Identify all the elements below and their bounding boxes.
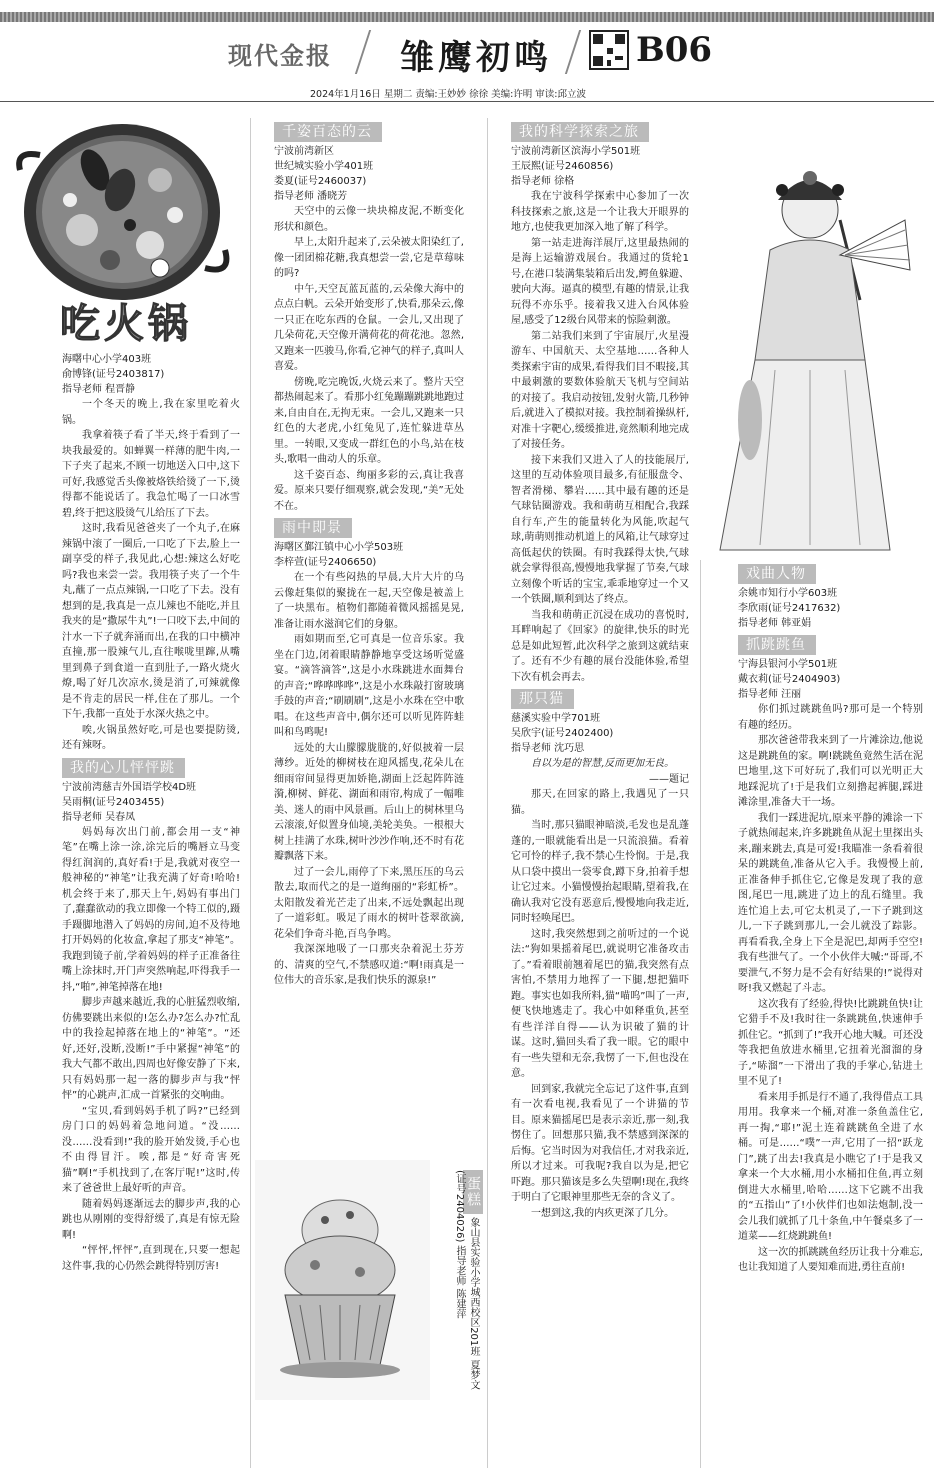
paragraph: 傍晚,吃完晚饭,火烧云来了。整片天空都热闹起来了。看那小红兔蹦蹦跳跳地跑过来,自由自在,无拘无束。一会儿,又跑来一只红色的大老虎,小红兔见了,连忙躲进草丛里。一转眼,又变成一群红色的小鸟,站在枝头,歌唱一曲动人的乐章。	[274, 376, 464, 465]
column-divider	[487, 118, 488, 1468]
paragraph: 我们一踩进泥坑,原来平静的滩涂一下子就热闹起来,许多跳跳鱼从泥土里探出头来,蹦来跳去,真是可爱!我瞄准一条看着很呆的跳跳鱼,准备从它入手。我慢慢上前,正准备伸手抓住它,它像是发现了我的意图,尾巴一甩,跳进了边上的乱石缝里。我连忙追上去,可它太机灵了,一下子跳到这儿,一下子跳到那儿,一会儿就没了踪影。再看看我,全身上下全是泥巴,却两手空空!我有些泄气了。一个小伙伴大喊:“哥哥,不要泄气,不努力是不会有好结果的!”说得对呀!我又燃起了斗志。	[738, 812, 923, 994]
paragraph: 这时,我看见爸爸夹了一个丸子,在麻辣锅中滚了一圈后,一口吃了下去,脸上一副享受的样子,我见此,心想:辣这么好吃吗?我也来尝一尝。我用筷子夹了一个牛丸,蘸了一点点辣锅,一口吃了下去。没有想到的是,我真是一点儿辣也不能吃,并且我夹的是“撒尿牛丸”!一口咬下去,中间的汁水一下子就奔涌而出,在我的口中横冲直撞,那一股辣气儿,直往喉咙里蹿,从嘴里到鼻子到食道一直到肚子,一路火烧火燎,喝了好几次凉水,烫是消了,可辣就像是不肯走的居民一样,住在了那儿。一个下午,我都一直处于水深火热之中。	[62, 523, 240, 720]
paragraph: 这次我有了经验,得快!比跳跳鱼快!让它猎手不及!我时往一条跳跳鱼,快速伸手抓住它。“抓到了!”我开心地大喊。可还没等我把鱼放进水桶里,它扭着光溜溜的身子,“哧溜”一下滑出了我的手掌心,钻进土里不见了!	[738, 998, 923, 1087]
byline-clouds: 宁波前湾新区 世纪城实验小学401班 娄夏(证号2460037) 指导老师 潘晓芳	[274, 146, 374, 202]
byline-science: 宁波前湾新区滨海小学501班 王辰熙(证号2460856) 指导老师 徐格	[511, 146, 641, 187]
article-title-cake: 蛋糕	[463, 1170, 483, 1214]
byline-rain: 海曙区鄞江镇中心小学503班 李梓萱(证号2406650)	[274, 542, 404, 568]
divider-slash	[355, 30, 371, 74]
article-title-mudskipper: 抓跳跳鱼	[738, 635, 816, 655]
paragraph: 第一站走进海洋展厅,这里最热闹的是海上运输游戏展台。我通过的货轮1号,在港口装满集装箱后出发,鳄鱼躲避、驶向大海。逼真的模型,有趣的情景,让我玩得不亦乐乎。接着我又进入台风体验屋,感受了12级台风带来的惊险刺激。	[511, 237, 689, 326]
column-2	[274, 118, 464, 1158]
paragraph: 我深深地吸了一口那夹杂着泥土芬芳的、清爽的空气,不禁感叹道:“啊!雨真是一位伟大的音乐家,是我们快乐的源泉!”	[274, 944, 464, 986]
cake-drawing	[255, 1160, 430, 1400]
paragraph: 当我和萌萌正沉浸在成功的喜悦时,耳畔响起了《回家》的旋律,快乐的时光总是如此短暂,此次科学之旅到这就结束了。还有不少有趣的展台没能体验,希望下次有机会再去。	[511, 609, 689, 683]
paragraph: 那天,在回家的路上,我遇见了一只猫。	[511, 789, 689, 816]
column-divider	[700, 560, 701, 1468]
article-title-opera: 戏曲人物	[738, 564, 816, 584]
paragraph: 脚步声越来越近,我的心脏猛烈收缩,仿佛要跳出来似的!怎么办?怎么办?忙乱中的我捡起掉落在地上的“神笔”。“还好,还好,没断,没断!”手中紧握“神笔”的我大气都不敢出,四周也好像安静了下来,只有妈妈那一起一落的脚步声与我“怦怦”的心跳声,汇成一首紧张的交响曲。	[62, 997, 240, 1101]
paragraph: 早上,太阳升起来了,云朵被太阳染红了,像一团团棉花糖,我真想尝一尝,它是草莓味的吗?	[274, 237, 464, 279]
paragraph: 一个冬天的晚上,我在家里吃着火锅。	[62, 399, 240, 426]
byline-heartbeat: 宁波前湾慈吉外国语学校4D班 吴雨桐(证号2403455) 指导老师 吴春凤	[62, 781, 197, 823]
byline-mudskipper: 宁海县银河小学501班 戴衣莉(证号2404903) 指导老师 汪丽	[738, 659, 841, 700]
divider-slash	[565, 30, 581, 74]
qr-code-icon[interactable]	[589, 30, 629, 70]
paragraph: 天空中的云像一块块棉皮泥,不断变化形状和颜色。	[274, 206, 464, 233]
article-title-heartbeat: 我的心儿怦怦跳	[62, 758, 185, 778]
paragraph: “宝贝,看到妈妈手机了吗?”已经到房门口的妈妈着急地问道。“没……没……没看到!”我的脸开始发烫,手心也不由得冒汗。唉,都是“好奇害死猫”啊!“手机找到了,在客厅呢!”这时,传来了爸爸世上最好听的声音。	[62, 1105, 240, 1194]
epigraph: 自以为是的智慧,反而更加无良。	[531, 758, 675, 769]
paragraph: 接下来我们又进入了人的技能展厅,这里的互动体验项目最多,有征服盘令、智者滑梯、攀岩……其中最有趣的还是气球钻圈游戏。我和萌萌互相配合,我踩自行车,产生的能量转化为风能,吹起气球,萌萌则推动机道上的风箱,让气球穿过高低起伏的铁圈。有时我踩得太快,气球就会掌得很高,慢慢地我掌握了节奏,气球立刻像个听话的宝宝,乖乖地穿过一个又一个铁圈,顺利到达了终点。	[511, 454, 689, 605]
page-header	[0, 0, 934, 98]
paragraph: 我在宁波科学探索中心参加了一次科技探索之旅,这是一个让我大开眼界的地方,也使我更加深入地了解了科学。	[511, 191, 689, 233]
hotpot-illustration	[10, 110, 235, 315]
byline-opera: 余姚市知行小学603班 李欣雨(证号2417632) 指导老师 韩亚娟	[738, 588, 841, 629]
column-1	[62, 352, 240, 1470]
paragraph: 第二站我们来到了宇宙展厅,火星漫游车、中国航天、太空基地……各种人类探索宇宙的成果,看得我们目不暇接,其中最刺激的要数体验航天飞机与空间站的对接了。我启动按钮,发射火箭,几秒钟后,就进入了模拟对接。我控制着操纵杆,对准十字靶心,缓缓推进,竟然顺利地完成了对接任务。	[511, 330, 689, 450]
paragraph: 远处的大山朦朦胧胧的,好似披着一层薄纱。近处的柳树枝在迎风摇曳,花朵儿在细雨帘间显得更加娇艳,湖面上泛起阵阵涟漪,柳树、鲜花、湖面和雨帘,构成了一幅唯美、迷人的雨中风景画。后山上的树林里乌云滚滚,好似置身仙境,美轮美奂。一根根大树上挂满了水珠,树叶沙沙作响,还不时有花瓣飘落下来。	[274, 742, 464, 862]
paragraph: 回到家,我就完全忘记了这件事,直到有一次看电视,我看见了一个讲猫的节目。原来猫摇尾巴是表示亲近,那一刻,我愣住了。回想那只猫,我不禁感到深深的后悔。它当时因为对我信任,才对我亲近,所以才过来。可我呢?我自以为是,把它吓跑。那只猫该是多么失望啊!现在,我终于明白了它眼神里那些无奈的含义了。	[511, 1083, 689, 1203]
paragraph: 这一次的抓跳跳鱼经历让我十分难忘,也让我知道了人要知难而进,勇往直前!	[738, 1246, 923, 1273]
article-title-science: 我的科学探索之旅	[511, 122, 649, 142]
column-4	[738, 560, 923, 1470]
opera-figure-drawing	[690, 160, 925, 560]
epigraph-label: ——题记	[649, 773, 689, 785]
paragraph: 看来用手抓是行不通了,我得借点工具用用。我拿来一个桶,对准一条鱼盖住它,再一掏,“耶!”泥土连着跳跳鱼全进了水桶。可是……“噗”一声,它用了一招“跃龙门”,跳了出去!我真是小瞧它了!于是我又拿来一个大水桶,用小水桶扣住鱼,再立刻倒进大水桶里,哈哈……这下它跳不出我的“五指山”了!小伙伴们也如法炮制,没一会儿我们就抓了几十条鱼,中午餐桌多了一道菜——红烧跳跳鱼!	[738, 1091, 923, 1242]
paragraph: 那次爸爸带我来到了一片滩涂边,他说这是跳跳鱼的家。啊!跳跳鱼竟然生活在泥巴地里,这下可好玩了,我们可以光明正大地踩泥坑了!于是我们立刻撸起裤腿,踩进滩涂里,准备大干一场。	[738, 735, 923, 808]
paragraph: 你们抓过跳跳鱼吗?那可是一个特别有趣的经历。	[738, 704, 923, 731]
byline-hotpot: 海曙中心小学403班 俞博锋(证号2403817) 指导老师 程晋静	[62, 354, 165, 395]
newspaper-brand: 现代金报	[228, 41, 332, 70]
cake-byline: 象山县实验小学城西校区201班 夏梦文(证号2404026) 指导老师 陈建萍	[454, 1170, 479, 1390]
article-title-cat: 那只猫	[511, 689, 574, 709]
paragraph: 唉,火锅虽然好吃,可是也要提防烫,还有辣呀。	[62, 724, 240, 751]
paragraph: 过了一会儿,雨停了下来,黑压压的乌云散去,取而代之的是一道绚丽的“彩虹桥”。太阳散发着光芒走了出来,不远处飘起出现了一道彩虹。吸足了雨水的树叶苍翠欲滴,花朵们争奇斗艳,百鸟争鸣。	[274, 866, 464, 940]
article-title-hotpot: 吃火锅	[60, 300, 192, 347]
paragraph: 一想到这,我的内疚更深了几分。	[531, 1207, 675, 1219]
paragraph: 中午,天空瓦蓝瓦蓝的,云朵像大海中的点点白帆。云朵开始变形了,快看,那朵云,像一只正在吃东西的仓鼠。一会儿,又出现了几朵荷花,天空像开满荷花的荷花池。忽然,又跑来一匹骏马,你看,它神气的样子,真叫人喜爱。	[274, 283, 464, 372]
paragraph: 妈妈每次出门前,都会用一支“神笔”在嘴上涂一涂,涂完后的嘴唇立马变得红润润的,真好看!于是,我就对夜空一般神秘的“神笔”让我充满了好奇!哈哈!机会终于来了,那天上午,妈妈有事出门了,蠢蠢欲动的我立即像一个特工似的,蹑手蹑脚地潜入了妈妈的房间,迫不及待地打开妈妈的化妆盒,拿起了那支“神笔”。我跑到镜子前,学着妈妈的样子正准备往嘴上涂抹时,开门声突然响起,吓得我手一抖,“啪”,神笔掉落在地!	[62, 826, 240, 993]
page-number: B06	[636, 30, 713, 70]
paragraph: 这千姿百态、绚丽多彩的云,真让我喜爱。原来只要仔细观察,就会发现,“美”无处不在。	[274, 469, 464, 512]
section-title: 雏鹰初鸣	[400, 38, 552, 78]
top-rule	[0, 12, 934, 22]
paragraph: 当时,那只猫眼神暗淡,毛发也是乱蓬蓬的,一眼就能看出是一只流浪猫。看着它可怜的样子,我不禁心生怜悯。于是,我从口袋中摸出一袋零食,蹲下身,拍着手想让它过来。小猫慢慢抬起眼睛,望着我,在确认我对它没有恶意后,慢慢地向我走近,同时轻唤尾巴。	[511, 820, 689, 924]
paragraph: “怦怦,怦怦”,直到现在,只要一想起这件事,我的心仍然会跳得特别厉害!	[62, 1245, 240, 1272]
paragraph: 我拿着筷子看了半天,终于看到了一块我最爱的。如蝉翼一样薄的肥牛肉,一下子夹了起来,不顾一切地送入口中,这下可好,我感觉舌头像被烙铁给烫了一下,烫得都不能说话了。我急忙喝了一口冰雪碧,终于把这股烫气儿给压了下去。	[62, 430, 240, 519]
cake-caption	[440, 1170, 480, 1400]
article-title-clouds: 千姿百态的云	[274, 122, 382, 142]
article-title-rain: 雨中即景	[274, 518, 352, 538]
byline-cat: 慈溪实验中学701班 吴欣宇(证号2402400) 指导老师 沈巧思	[511, 713, 614, 754]
dateline: 2024年1月16日 星期二 责编:王妙妙 徐徐 美编:许明 审读:邱立波	[310, 89, 587, 100]
paragraph: 雨如期而至,它可真是一位音乐家。我坐在门边,闭着眼睛静静地享受这场听觉盛宴。“滴答滴答”,这是小水珠跳进水面舞台的声音;“哗哗哗哗”,这是小水珠敲打窗玻璃手鼓的声音;“刷刷刷”,这是小水珠在空中歌唱。在这些声音中,偶尔还可以听见阵阵蛙叫和鸟鸣呢!	[274, 634, 464, 738]
column-divider	[250, 118, 251, 1468]
header-rule	[0, 101, 934, 102]
paragraph: 这时,我突然想到之前听过的一个说法:“狗如果摇着尾巴,就说明它准备攻击了。”看着眼前翘着尾巴的猫,我突然有点害怕,不禁用力地挥了一下腿,想把猫吓跑。事实也如我所料,猫“喵呜”叫了一声,便飞快地逃走了。我心中如释重负,甚至有些洋洋自得——认为识破了猫的计谋。这时,猫回头看了我一眼。它的眼中有一些失望和无奈,我愣了一下,但也没在意。	[511, 928, 689, 1079]
column-3	[511, 118, 689, 1468]
paragraph: 随着妈妈逐渐远去的脚步声,我的心跳也从刚刚的变得舒缓了,真是有惊无险啊!	[62, 1198, 240, 1241]
paragraph: 在一个有些闷热的早晨,大片大片的乌云像赶集似的聚拢在一起,天空像是被盖上了一块黑布。植物们都随着微风摇摇晃晃,准备让雨水滋润它们的身躯。	[274, 572, 464, 630]
